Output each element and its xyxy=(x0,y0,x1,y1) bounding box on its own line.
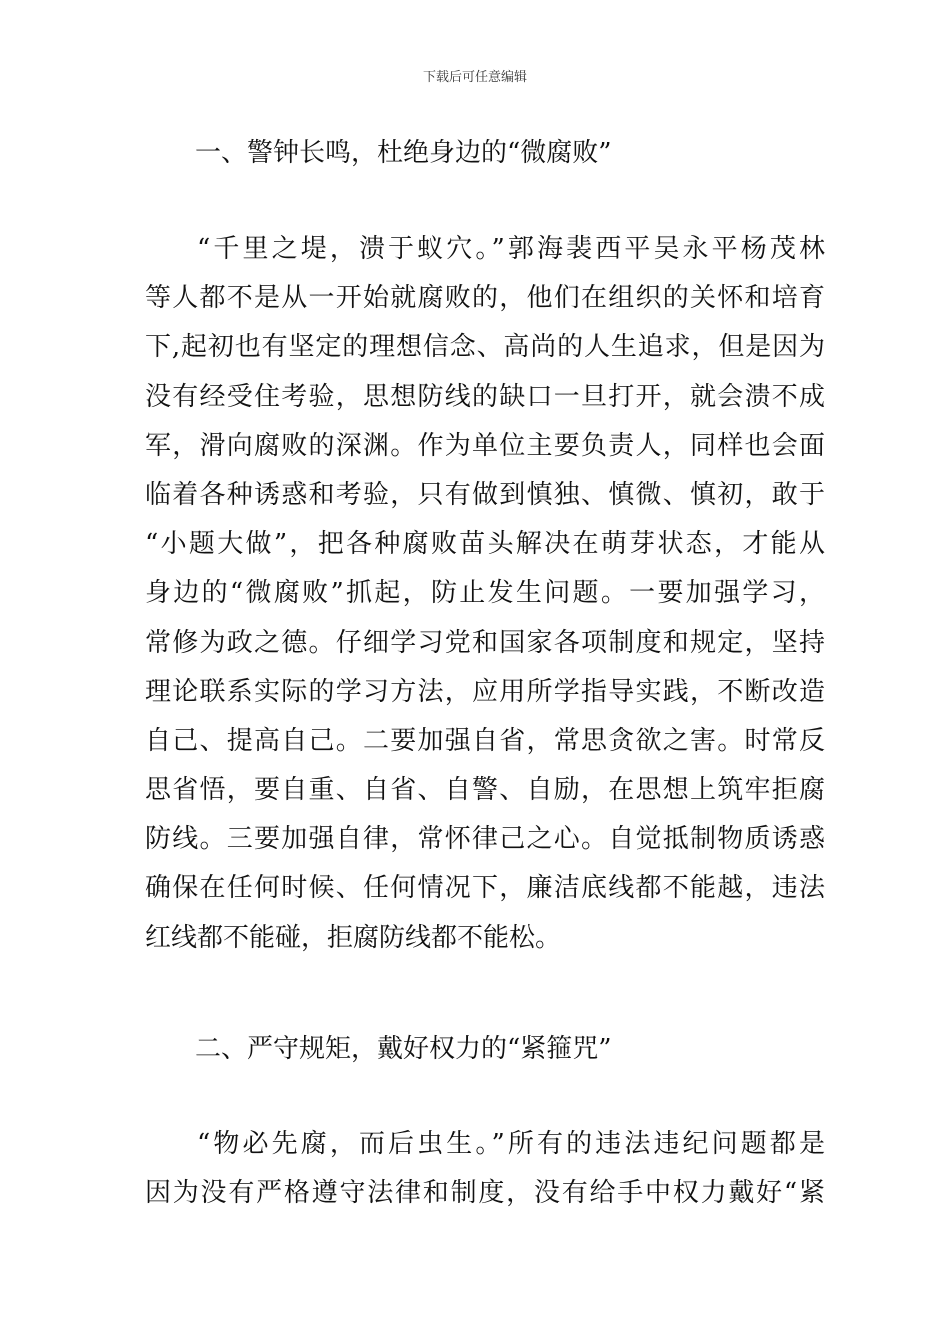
section-heading-2: 二、严守规矩，戴好权力的“紧箍咒” xyxy=(195,1034,612,1064)
paragraph-line: “物必先腐，而后虫生。”所有的违法违纪问题都是 xyxy=(197,1129,825,1159)
paragraph-line: 因为没有严格遵守法律和制度，没有给手中权力戴好“紧 xyxy=(145,1178,825,1209)
paragraph-line: 临着各种诱惑和考验，只有做到慎独、慎微、慎初，敢于 xyxy=(145,479,825,510)
page-header: 下载后可任意编辑 xyxy=(422,70,527,85)
paragraph-line: 没有经受住考验，思想防线的缺口一旦打开，就会溃不成 xyxy=(145,381,825,412)
paragraph-line: 常修为政之德。仔细学习党和国家各项制度和规定，坚持 xyxy=(145,627,825,658)
paragraph-line: “千里之堤，溃于蚁穴。”郭海裴西平吴永平杨茂林 xyxy=(197,234,825,264)
paragraph-line: 等人都不是从一开始就腐败的，他们在组织的关怀和培育 xyxy=(145,283,825,314)
section-paragraph-1 xyxy=(145,225,825,963)
paragraph-line: 自己、提高自己。二要加强自省，常思贪欲之害。时常反 xyxy=(145,725,825,756)
paragraph-line: 身边的“微腐败”抓起，防止发生问题。一要加强学习， xyxy=(145,578,825,609)
paragraph-line: “小题大做”，把各种腐败苗头解决在萌芽状态，才能从 xyxy=(145,529,825,560)
section-paragraph-2 xyxy=(145,1120,825,1218)
paragraph-line: 下,起初也有坚定的理想信念、高尚的人生追求，但是因为 xyxy=(145,332,825,363)
paragraph-line: 确保在任何时候、任何情况下，廉洁底线都不能越，违法 xyxy=(145,873,825,904)
paragraph-line: 防线。三要加强自律，常怀律己之心。自觉抵制物质诱惑 xyxy=(145,824,825,855)
section-heading-1: 一、警钟长鸣，杜绝身边的“微腐败” xyxy=(195,138,612,168)
paragraph-line: 军，滑向腐败的深渊。作为单位主要负责人，同样也会面 xyxy=(145,430,825,461)
paragraph-line: 红线都不能碰，拒腐防线都不能松。 xyxy=(145,922,562,953)
paragraph-line: 理论联系实际的学习方法，应用所学指导实践，不断改造 xyxy=(145,676,825,707)
paragraph-line: 思省悟，要自重、自省、自警、自励，在思想上筑牢拒腐 xyxy=(145,775,825,806)
